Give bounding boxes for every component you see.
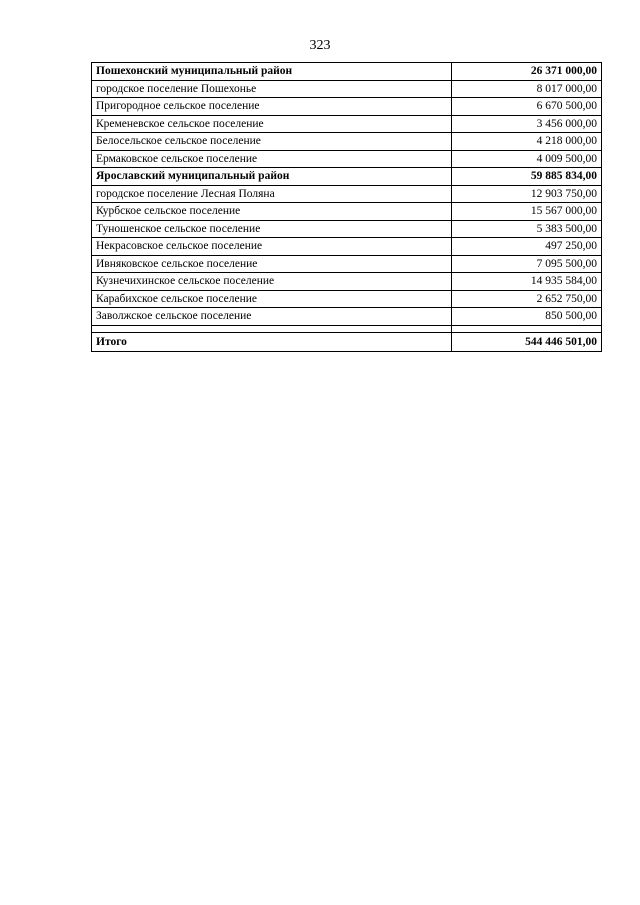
settlement-row	[92, 273, 602, 291]
settlement-row	[92, 80, 602, 98]
row-name: Ивняковское сельское поселение	[92, 255, 452, 273]
row-name: Карабихское сельское поселение	[92, 290, 452, 308]
row-amount: 3 456 000,00	[452, 115, 602, 133]
row-name: Пригородное сельское поселение	[92, 98, 452, 116]
row-amount: 497 250,00	[452, 238, 602, 256]
district-row	[92, 63, 602, 81]
row-name: Белосельское сельское поселение	[92, 133, 452, 151]
table-body	[92, 63, 602, 352]
total-amount: 544 446 501,00	[452, 332, 602, 351]
total-label: Итого	[92, 332, 452, 351]
row-amount: 7 095 500,00	[452, 255, 602, 273]
district-row	[92, 168, 602, 186]
settlement-row	[92, 133, 602, 151]
settlement-row	[92, 150, 602, 168]
row-name: Заволжское сельское поселение	[92, 308, 452, 326]
settlement-row	[92, 255, 602, 273]
row-amount: 26 371 000,00	[452, 63, 602, 81]
settlement-row	[92, 185, 602, 203]
spacer-cell	[92, 325, 452, 332]
budget-table	[91, 62, 602, 352]
page-number: 323	[309, 38, 331, 53]
row-name: Пошехонский муниципальный район	[92, 63, 452, 81]
row-name: Курбское сельское поселение	[92, 203, 452, 221]
settlement-row	[92, 220, 602, 238]
row-name: Ермаковское сельское поселение	[92, 150, 452, 168]
row-amount: 8 017 000,00	[452, 80, 602, 98]
settlement-row	[92, 238, 602, 256]
row-amount: 12 903 750,00	[452, 185, 602, 203]
row-amount: 850 500,00	[452, 308, 602, 326]
row-name: Кузнечихинское сельское поселение	[92, 273, 452, 291]
row-name: Кременевское сельское поселение	[92, 115, 452, 133]
spacer-row	[92, 325, 602, 332]
row-amount: 2 652 750,00	[452, 290, 602, 308]
spacer-cell	[452, 325, 602, 332]
row-amount: 4 009 500,00	[452, 150, 602, 168]
row-name: Некрасовское сельское поселение	[92, 238, 452, 256]
row-name: Туношенское сельское поселение	[92, 220, 452, 238]
row-amount: 5 383 500,00	[452, 220, 602, 238]
row-amount: 6 670 500,00	[452, 98, 602, 116]
row-amount: 59 885 834,00	[452, 168, 602, 186]
row-amount: 14 935 584,00	[452, 273, 602, 291]
settlement-row	[92, 308, 602, 326]
total-row	[92, 332, 602, 351]
row-name: городское поселение Пошехонье	[92, 80, 452, 98]
row-name: Ярославский муниципальный район	[92, 168, 452, 186]
settlement-row	[92, 98, 602, 116]
row-amount: 15 567 000,00	[452, 203, 602, 221]
settlement-row	[92, 115, 602, 133]
row-name: городское поселение Лесная Поляна	[92, 185, 452, 203]
settlement-row	[92, 203, 602, 221]
row-amount: 4 218 000,00	[452, 133, 602, 151]
settlement-row	[92, 290, 602, 308]
